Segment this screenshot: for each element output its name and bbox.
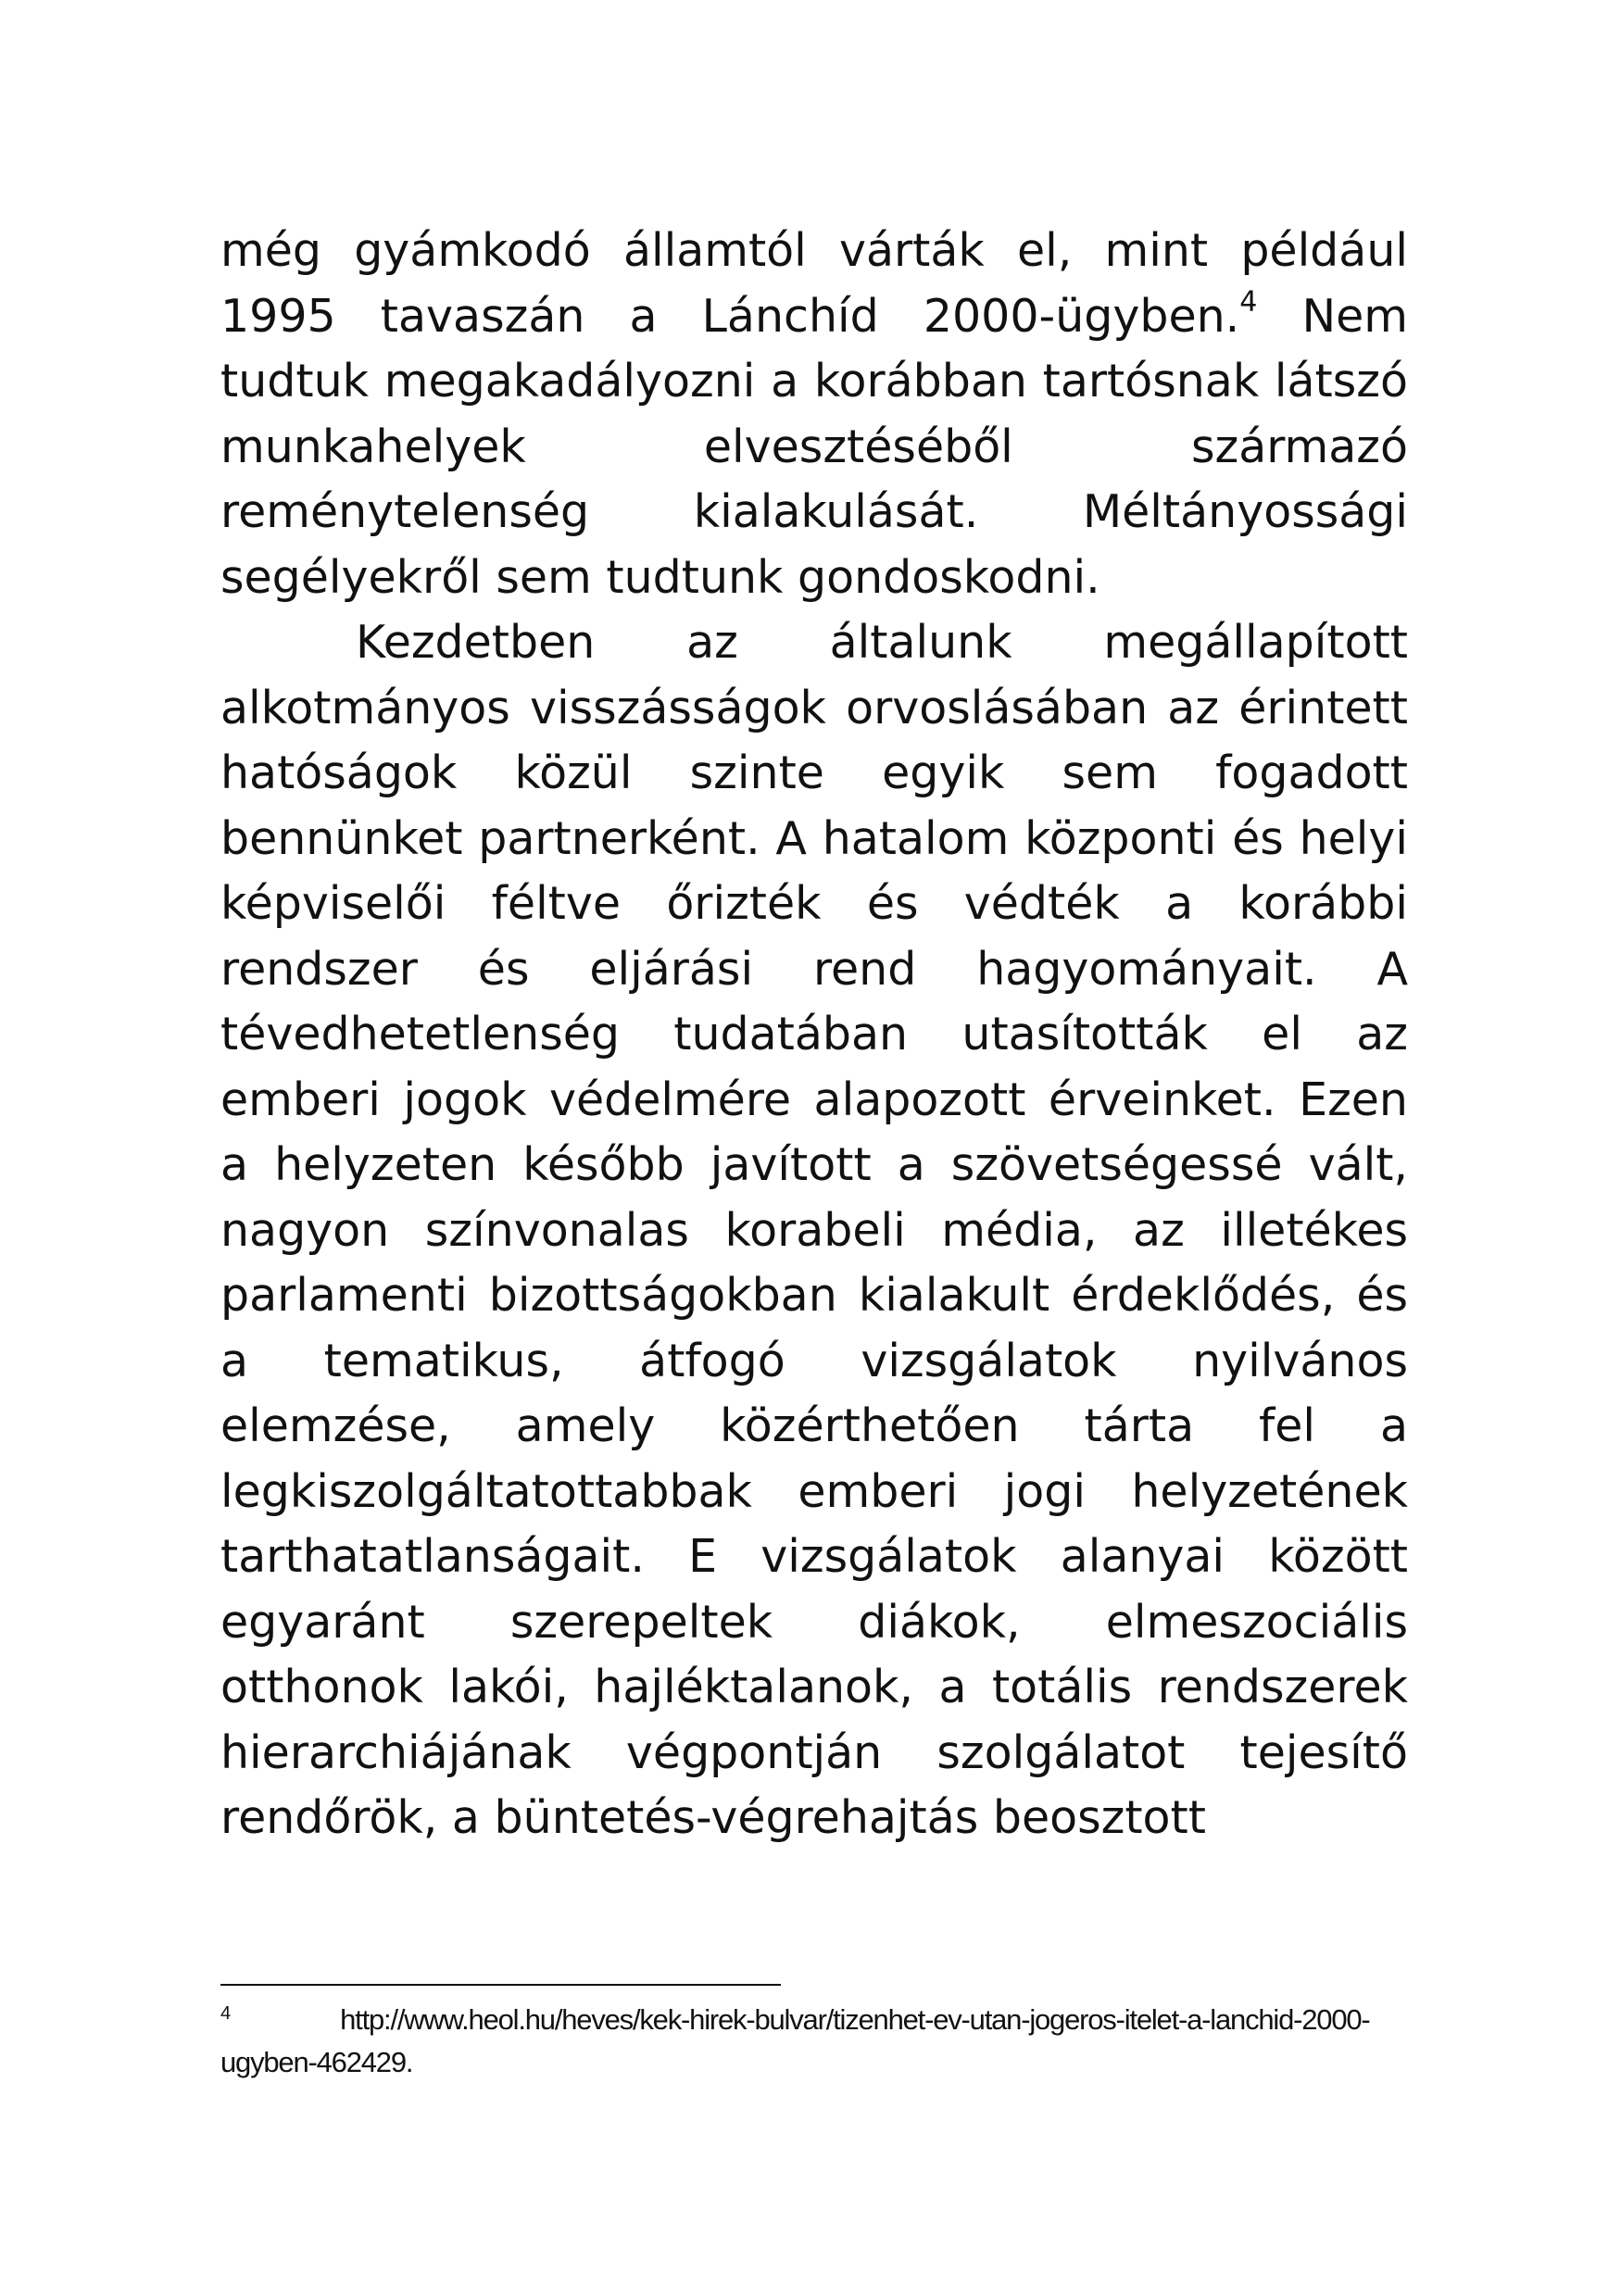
- footnote-link[interactable]: http://www.heol.hu/heves/kek-hirek-bulvar/tizenhet-ev-utan-jogeros-itelet-a-lanchid-2000-ugyben-462429.: [220, 2003, 1370, 2078]
- footnote-number: 4: [220, 2003, 232, 2024]
- body-text: [220, 219, 1408, 1851]
- footnote-separator: [220, 1984, 781, 1986]
- paragraph-1-continuation: Nem tudtuk megakadályozni a korábban tartósnak látszó munkahelyek elvesztéséből származó reménytelenség kialakulását. Méltányossági segélyekről sem tudtunk gondoskodni.: [220, 289, 1408, 604]
- footnote-reference[interactable]: 4: [1239, 285, 1258, 318]
- footnote: [220, 1999, 1408, 2084]
- paragraph-1-text: még gyámkodó államtól várták el, mint például 1995 tavaszán a Lánchíd 2000-ügyben.: [220, 224, 1408, 343]
- paragraph-1: [220, 219, 1408, 610]
- paragraph-2: Kezdetben az általunk megállapított alkotmányos visszásságok orvoslásában az érintett hatóságok közül szinte egyik sem fogadott bennünket partnerként. A hatalom központi és helyi képviselői féltve őrizték és védték a korábbi rendszer és eljárási rend hagyományait. A tévedhetetlenség tudatában utasították el az emberi jogok védelmére alapozott érveinket. Ezen a helyzeten később javított a szövetségessé vált, nagyon színvonalas korabeli média, az illetékes parlamenti bizottságokban kialakult érdeklődés, és a tematikus, átfogó vizsgálatok nyilvános elemzése, amely közérthetően tárta fel a legkiszolgáltatottabbak emberi jogi helyzetének tarthatatlanságait. E vizsgálatok alanyai között egyaránt szerepeltek diákok, elmeszociális otthonok lakói, hajléktalanok, a totális rendszerek hierarchiájának végpontján szolgálatot tejesítő rendőrök, a büntetés-végrehajtás beosztott: [220, 616, 1408, 1844]
